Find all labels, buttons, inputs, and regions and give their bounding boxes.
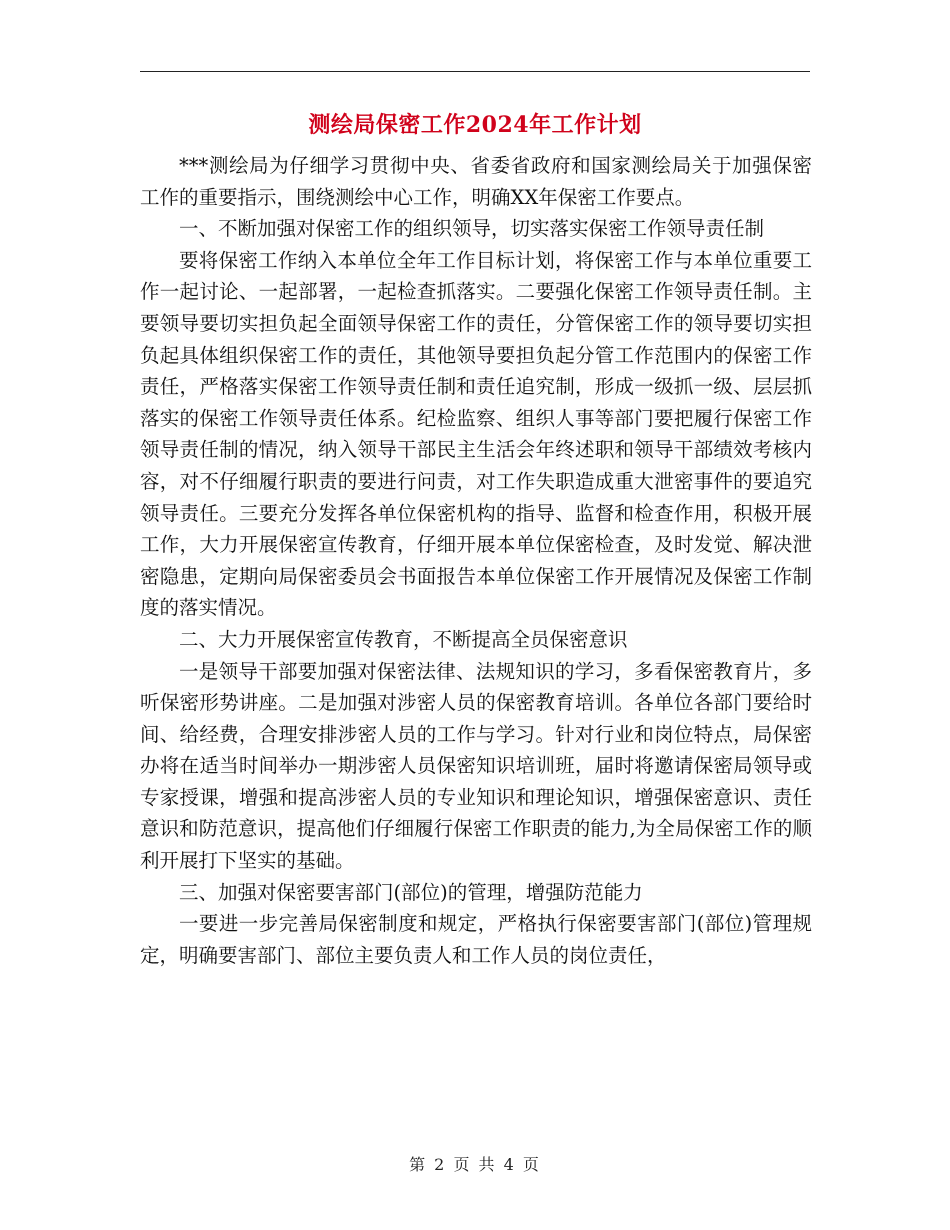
section-heading-3: 三、加强对保密要害部门(部位)的管理，增强防范能力	[179, 880, 643, 904]
document-title: 测绘局保密工作2024年工作计划	[308, 112, 642, 138]
paragraph-section-3: 一要进一步完善局保密制度和规定，严格执行保密要害部门(部位)管理规定，明确要害部门、部位主要负责人和工作人员的岗位责任，	[140, 912, 812, 967]
section-heading-1: 一、不断加强对保密工作的组织领导，切实落实保密工作领导责任制	[179, 217, 765, 241]
page-number-footer: 第 2 页 共 4 页	[409, 1155, 541, 1174]
section-heading-2: 二、大力开展保密宣传教育，不断提高全员保密意识	[179, 627, 628, 651]
paragraph-intro: ***测绘局为仔细学习贯彻中央、省委省政府和国家测绘局关于加强保密工作的重要指示，围绕测绘中心工作，明确XX年保密工作要点。	[140, 154, 812, 209]
paragraph-section-1: 要将保密工作纳入本单位全年工作目标计划，将保密工作与本单位重要工作一起讨论、一起部署，一起检查抓落实。二要强化保密工作领导责任制。主要领导要切实担负起全面领导保密工作的责任，分管保密工作的领导要切实担负起具体组织保密工作的责任，其他领导要担负起分管工作范围内的保密工作责任，严格落实保密工作领导责任制和责任追究制，形成一级抓一级、层层抓落实的保密工作领导责任体系。纪检监察、组织人事等部门要把履行保密工作领导责任制的情况，纳入领导干部民主生活会年终述职和领导干部绩效考核内容，对不仔细履行职责的要进行问责，对工作失职造成重大泄密事件的要追究领导责任。三要充分发挥各单位保密机构的指导、监督和检查作用，积极开展工作，大力开展保密宣传教育，仔细开展本单位保密检查，及时发觉、解决泄密隐患，定期向局保密委员会书面报告本单位保密工作开展情况及保密工作制度的落实情况。	[140, 248, 812, 620]
document-body	[140, 150, 812, 971]
paragraph-section-2: 一是领导干部要加强对保密法律、法规知识的学习，多看保密教育片，多听保密形势讲座。二是加强对涉密人员的保密教育培训。各单位各部门要给时间、给经费，合理安排涉密人员的工作与学习。针对行业和岗位特点，局保密办将在适当时间举办一期涉密人员保密知识培训班，届时将邀请保密局领导或专家授课，增强和提高涉密人员的专业知识和理论知识，增强保密意识、责任意识和防范意识，提高他们仔细履行保密工作职责的能力,为全局保密工作的顺利开展打下坚实的基础。	[140, 659, 812, 873]
header-rule	[140, 71, 810, 72]
